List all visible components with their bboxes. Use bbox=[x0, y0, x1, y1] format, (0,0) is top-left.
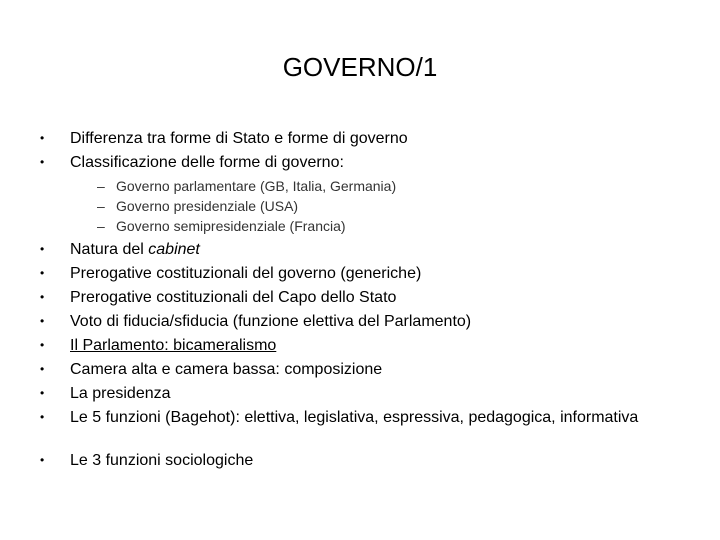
bullet-text: Le 3 funzioni sociologiche bbox=[70, 452, 254, 469]
bullet-marker: • bbox=[40, 410, 45, 424]
bullet-marker: • bbox=[40, 290, 45, 304]
bullet-text: Voto di fiducia/sfiducia (funzione elettiva del Parlamento) bbox=[70, 313, 472, 330]
bullet-text: Camera alta e camera bassa: composizione bbox=[70, 361, 383, 378]
bullet-marker: • bbox=[40, 242, 45, 256]
bullet-text bbox=[70, 240, 650, 259]
sub-item-text: Governo semipresidenziale (Francia) bbox=[116, 218, 346, 234]
bullet-marker: • bbox=[40, 338, 45, 352]
natura-prefix: Natura del bbox=[70, 241, 149, 258]
bullet-text: Differenza tra forme di Stato e forme di governo bbox=[70, 130, 408, 147]
sub-marker: – bbox=[97, 218, 105, 234]
natura-emphasis: cabinet bbox=[148, 241, 200, 258]
bullet-text: Prerogative costituzionali del Capo dello Stato bbox=[70, 289, 397, 306]
bullet-text: Prerogative costituzionali del governo (generiche) bbox=[70, 265, 422, 282]
bullet-text: Il Parlamento: bicameralismo bbox=[70, 337, 277, 354]
bullet-marker: • bbox=[40, 362, 45, 376]
bullet-text: Le 5 funzioni (Bagehot): elettiva, legislativa, espressiva, pedagogica, informativa bbox=[70, 409, 639, 426]
slide-title: GOVERNO/1 bbox=[282, 52, 438, 82]
bullet-marker: • bbox=[40, 155, 45, 169]
bullet-marker: • bbox=[40, 453, 45, 467]
bullet-text: La presidenza bbox=[70, 385, 171, 402]
bullet-marker: • bbox=[40, 386, 45, 400]
sub-marker: – bbox=[97, 178, 105, 194]
sub-item-text: Governo presidenziale (USA) bbox=[116, 198, 299, 214]
bullet-text: Classificazione delle forme di governo: bbox=[70, 154, 344, 171]
bullet-marker: • bbox=[40, 314, 45, 328]
sub-item-text: Governo parlamentare (GB, Italia, Germania) bbox=[116, 178, 397, 194]
bullet-marker: • bbox=[40, 266, 45, 280]
bullet-marker: • bbox=[40, 131, 45, 145]
sub-marker: – bbox=[97, 198, 105, 214]
